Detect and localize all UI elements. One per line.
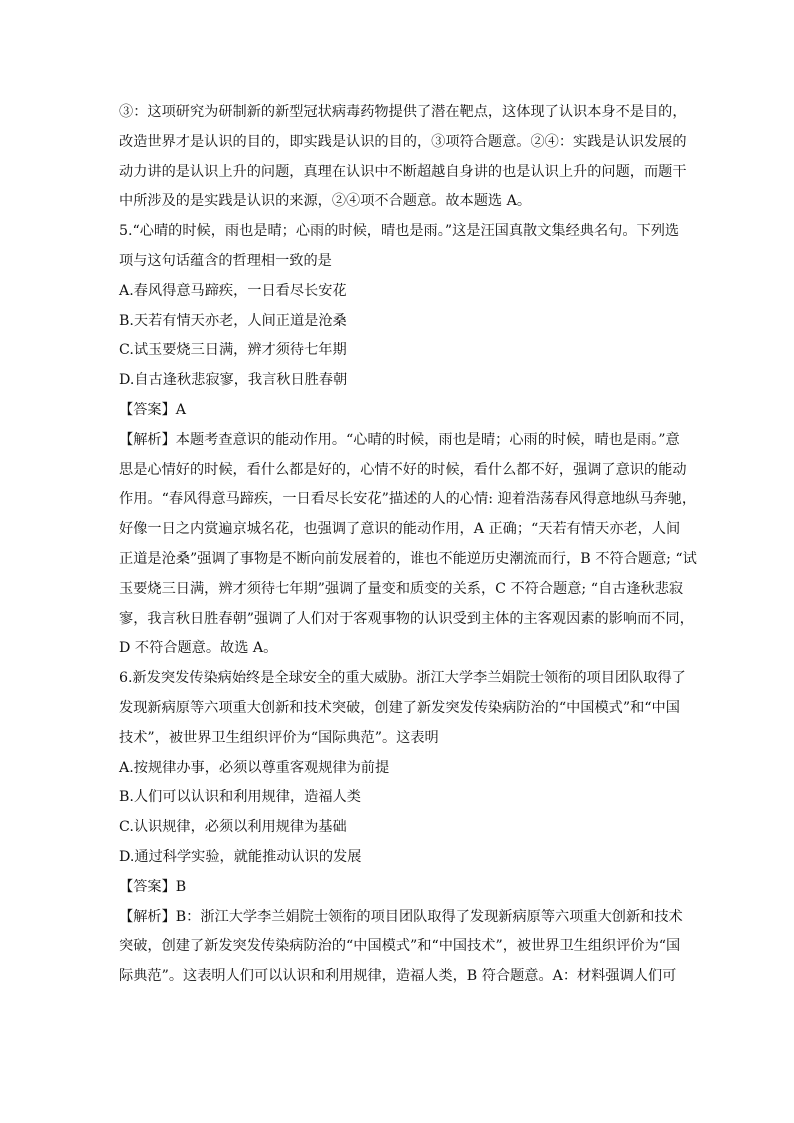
question-6-analysis: 突破，创建了新发突发传染病防治的“中国模式”和“中国技术”，被世界卫生组织评价为“国 [119,938,681,955]
question-5-analysis: D 不符合题意。故选 A。 [119,640,278,657]
question-5-option-d: D.自古逢秋悲寂寥，我言秋日胜春朝 [119,372,348,389]
text-line: 中所涉及的是实践是认识的来源，②④项不合题意。故本题选 A。 [119,193,532,210]
document-page [119,98,697,992]
text-line: ③：这项研究为研制新的新型冠状病毒药物提供了潜在靶点，这体现了认识本身不是目的， [119,104,687,120]
question-6-analysis: 【解析】B：浙江大学李兰娟院士领衔的项目团队取得了发现新病原等六项重大创新和技术 [119,908,683,925]
question-5-option-c: C.试玉要烧三日满，辨才须待七年期 [119,342,347,359]
question-6-option-b: B.人们可以认识和利用规律，造福人类 [119,789,361,806]
text-line: 改造世界才是认识的目的，即实践是认识的目的，③项符合题意。②④：实践是认识发展的 [119,133,687,150]
question-5-stem: 5.“心晴的时候，雨也是晴；心雨的时候，晴也是雨。”这是汪国真散文集经典名句。下列选 [119,223,680,240]
question-5-option-a: A.春风得意马蹄疾，一日看尽长安花 [119,282,347,299]
question-5-analysis: 正道是沧桑”强调了事物是不断向前发展着的，谁也不能逆历史潮流而行，B 不符合题意; “试 [119,550,697,567]
question-5-option-b: B.天若有情天亦老，人间正道是沧桑 [119,312,347,329]
question-6-stem: 技术”，被世界卫生组织评价为“国际典范”。这表明 [119,729,439,746]
question-5-analysis: 作用。“春风得意马蹄疾，一日看尽长安花”描述的人的心情: 迎着浩荡春风得意地纵马奔驰， [119,491,697,508]
question-5-stem: 项与这句话蕴含的哲理相一致的是 [119,252,332,269]
question-6-option-d: D.通过科学实验，就能推动认识的发展 [119,848,362,865]
text-line: 动力讲的是认识上升的问题，真理在认识中不断超越自身讲的也是认识上升的问题，而题干 [119,163,687,180]
question-6-analysis: 际典范”。这表明人们可以认识和利用规律，造福人类，B 符合题意。A：材料强调人们可 [119,968,677,985]
question-5-analysis: 寥，我言秋日胜春朝”强调了人们对于客观事物的认识受到主体的主客观因素的影响而不同， [119,610,694,627]
question-6-stem: 发现新病原等六项重大创新和技术突破，创建了新发突发传染病防治的“中国模式”和“中国 [119,699,680,716]
question-6-option-c: C.认识规律，必须以利用规律为基础 [119,819,347,836]
question-6-answer: 【答案】B [119,878,187,895]
question-5-analysis: 【解析】本题考查意识的能动作用。“心晴的时候，雨也是晴；心雨的时候，晴也是雨。”意 [119,431,680,448]
question-5-analysis: 好像一日之内赏遍京城名花，也强调了意识的能动作用，A 正确；“天若有情天亦老，人间 [119,521,681,538]
question-5-analysis: 玉要烧三日满，辨才须待七年期”强调了量变和质变的关系，C 不符合题意; “自古逢秋悲寂 [119,580,684,597]
question-6-option-a: A.按规律办事，必须以尊重客观规律为前提 [119,759,390,776]
question-6-stem: 6.新发突发传染病始终是全球安全的重大威胁。浙江大学李兰娟院士领衔的项目团队取得了 [119,670,686,687]
question-5-analysis: 思是心情好的时候，看什么都是好的，心情不好的时候，看什么都不好，强调了意识的能动 [119,461,687,478]
question-5-answer: 【答案】A [119,401,186,418]
